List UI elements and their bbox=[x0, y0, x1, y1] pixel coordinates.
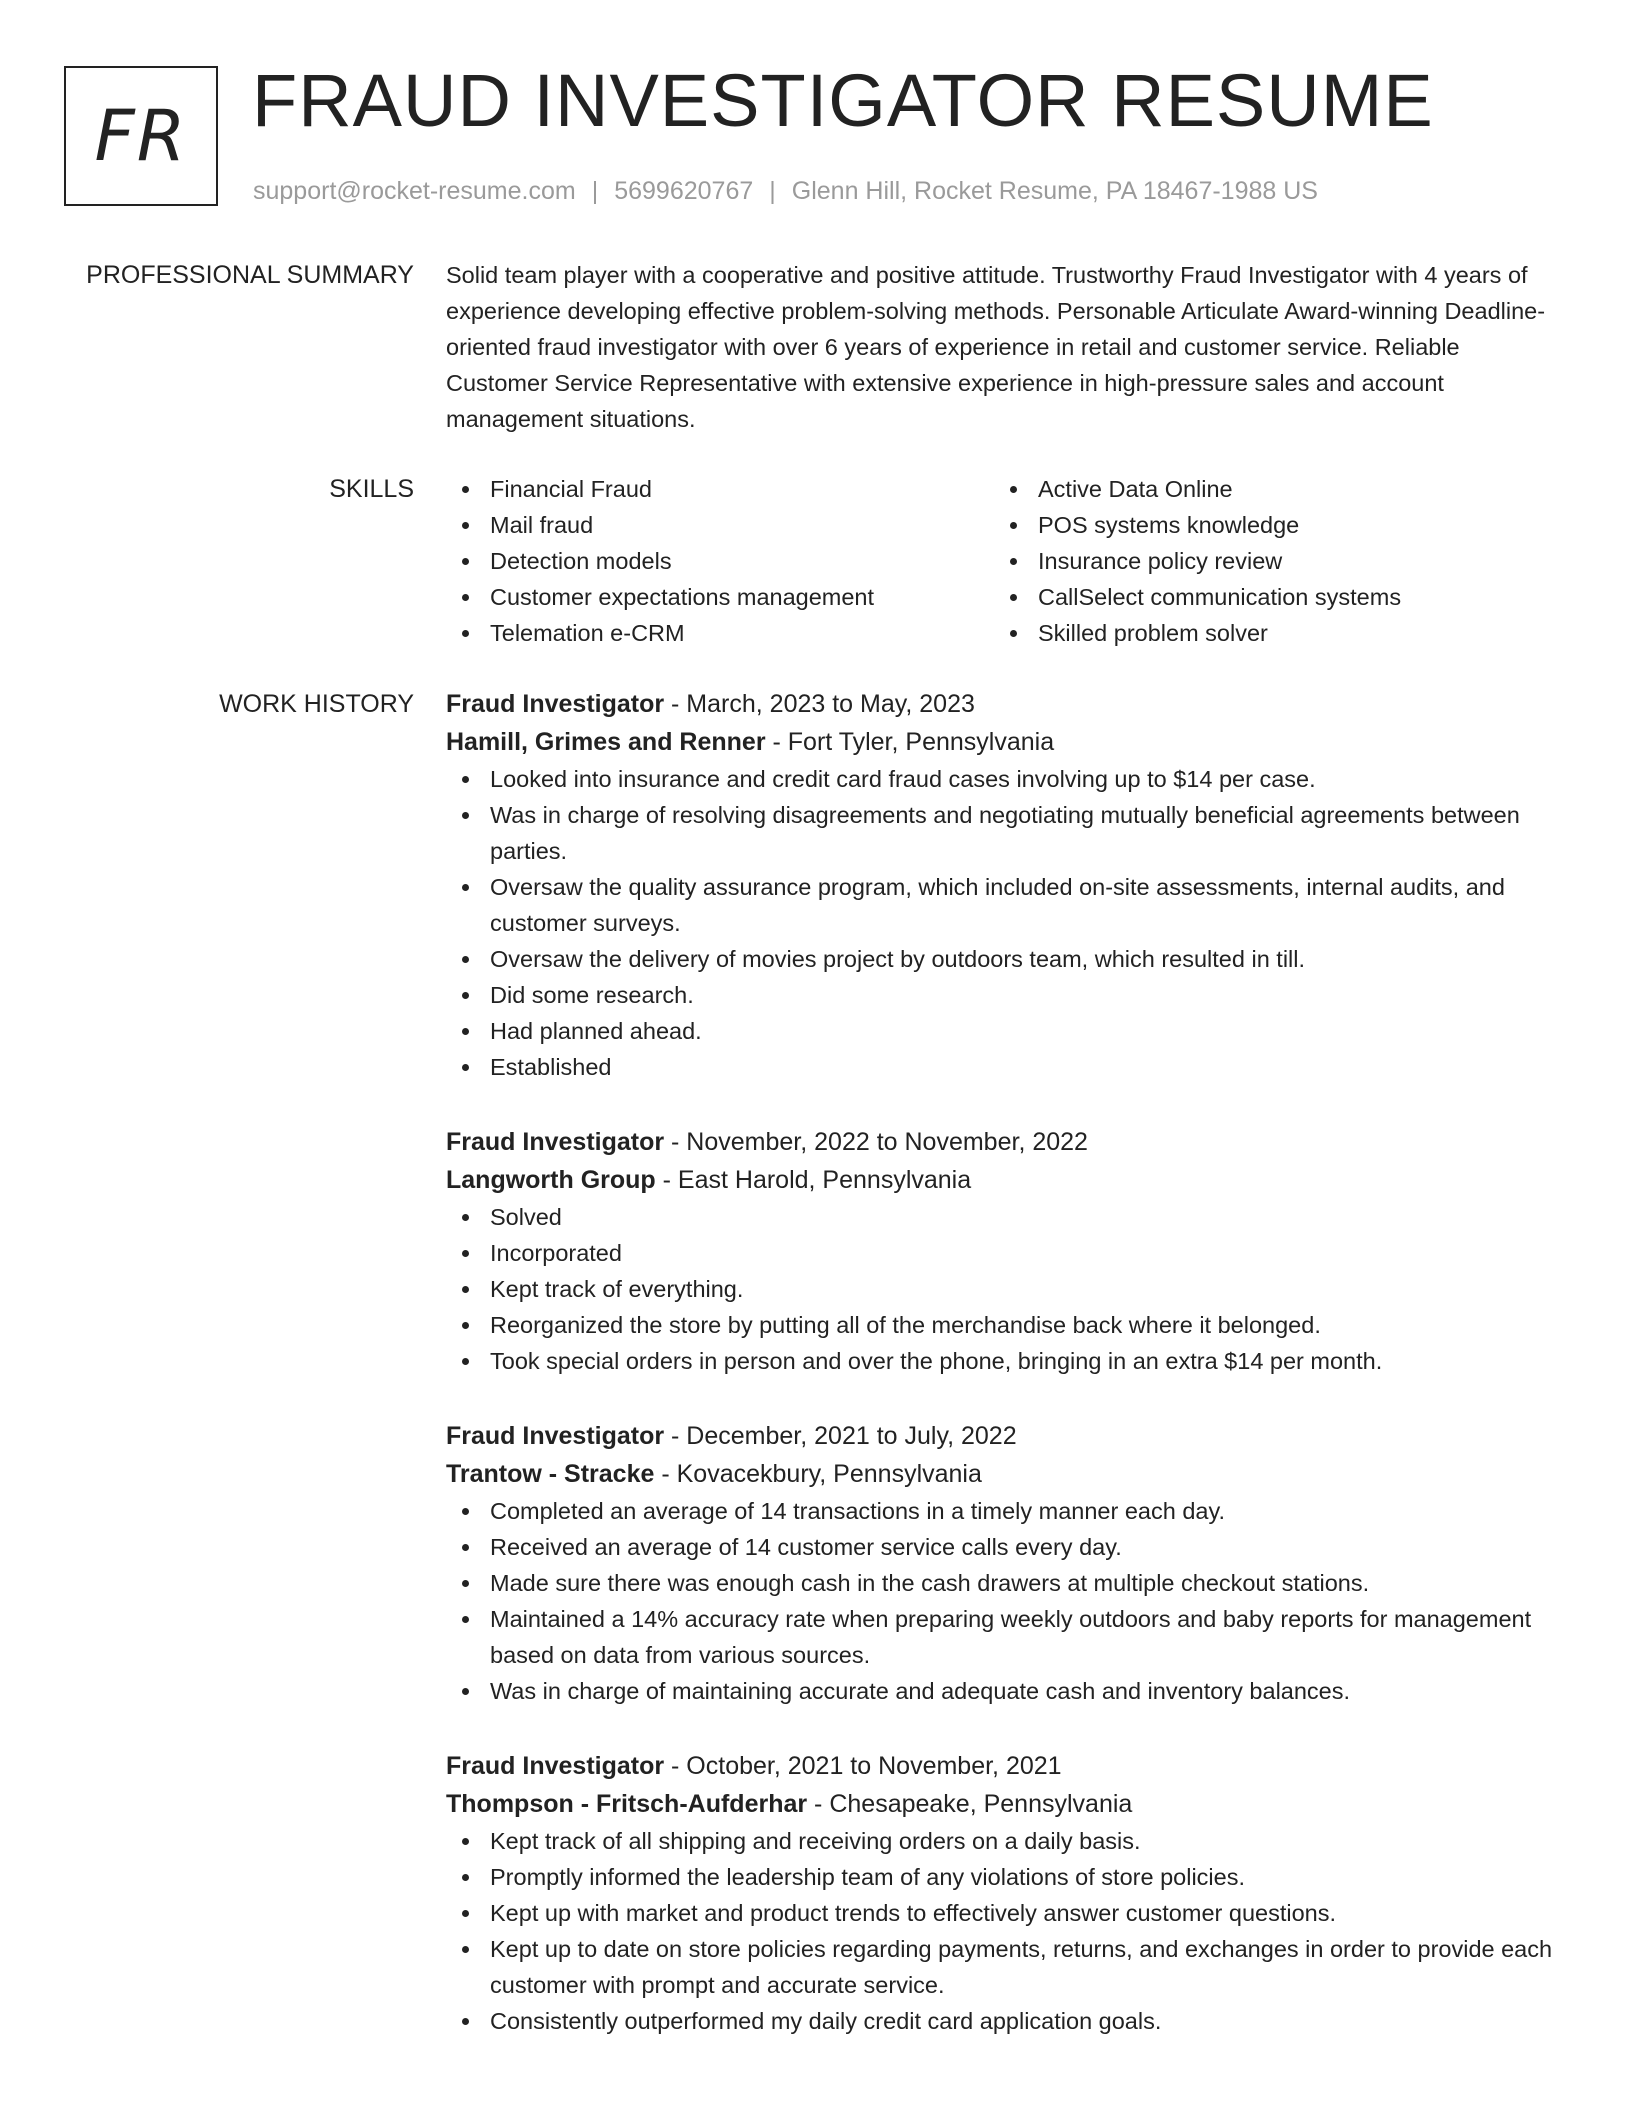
work-history-body bbox=[446, 685, 1562, 2077]
job-bullet: Incorporated bbox=[446, 1235, 1562, 1271]
job-title: Fraud Investigator bbox=[446, 690, 665, 718]
contact-line bbox=[253, 174, 1318, 208]
job-title: Fraud Investigator bbox=[446, 1422, 665, 1450]
job-dates: - December, 2021 to July, 2022 bbox=[664, 1422, 1017, 1450]
job-bullet: Kept track of all shipping and receiving orders on a daily basis. bbox=[446, 1823, 1562, 1859]
skill-item: Active Data Online bbox=[994, 471, 1542, 507]
job-bullet: Oversaw the delivery of movies project by outdoors team, which resulted in till. bbox=[446, 941, 1562, 977]
job-location: - East Harold, Pennsylvania bbox=[655, 1166, 972, 1194]
job-location: - Kovacekbury, Pennsylvania bbox=[654, 1460, 982, 1488]
summary-heading: PROFESSIONAL SUMMARY bbox=[86, 261, 414, 289]
job-title-line bbox=[446, 1747, 1562, 1785]
skills-column-left bbox=[446, 471, 994, 651]
skills-heading: SKILLS bbox=[329, 475, 414, 503]
job-company-line bbox=[446, 723, 1562, 761]
job-company-line bbox=[446, 1161, 1562, 1199]
skill-item: Detection models bbox=[446, 543, 994, 579]
job-entry bbox=[446, 1123, 1562, 1379]
job-bullet: Was in charge of maintaining accurate and adequate cash and inventory balances. bbox=[446, 1673, 1562, 1709]
contact-separator: | bbox=[591, 177, 599, 205]
skill-item: Telemation e-CRM bbox=[446, 615, 994, 651]
job-bullet: Promptly informed the leadership team of any violations of store policies. bbox=[446, 1859, 1562, 1895]
job-bullet: Received an average of 14 customer service calls every day. bbox=[446, 1529, 1562, 1565]
skill-item: Customer expectations management bbox=[446, 579, 994, 615]
job-dates: - November, 2022 to November, 2022 bbox=[664, 1128, 1088, 1156]
job-entry bbox=[446, 1747, 1562, 2039]
work-history-heading: WORK HISTORY bbox=[219, 690, 414, 718]
contact-phone[interactable]: 5699620767 bbox=[614, 177, 754, 205]
job-bullet-list bbox=[446, 1493, 1562, 1709]
job-bullet: Did some research. bbox=[446, 977, 1562, 1013]
job-bullet-list bbox=[446, 1823, 1562, 2039]
job-title-line bbox=[446, 1417, 1562, 1455]
skills-column-right bbox=[994, 471, 1542, 651]
job-company: Thompson - Fritsch-Aufderhar bbox=[446, 1790, 808, 1818]
job-company-line bbox=[446, 1455, 1562, 1493]
job-dates: - March, 2023 to May, 2023 bbox=[664, 690, 975, 718]
job-bullet: Reorganized the store by putting all of the merchandise back where it belonged. bbox=[446, 1307, 1562, 1343]
job-bullet: Had planned ahead. bbox=[446, 1013, 1562, 1049]
summary-text: Solid team player with a cooperative and positive attitude. Trustworthy Fraud Investigator with 4 years of experience developing effective problem-solving methods. Personable Articulate Award-winning Deadline-oriented fraud investigator with over 6 years of experience in retail and customer service. Reliable Customer Service Representative with extensive experience in high-pressure sales and account management situations. bbox=[446, 262, 1546, 432]
contact-separator: | bbox=[769, 177, 776, 205]
contact-email[interactable]: support@rocket-resume.com bbox=[253, 177, 576, 205]
skill-item: Financial Fraud bbox=[446, 471, 994, 507]
skill-item: Insurance policy review bbox=[994, 543, 1542, 579]
job-title-line bbox=[446, 1123, 1562, 1161]
skill-item: Mail fraud bbox=[446, 507, 994, 543]
job-bullet: Took special orders in person and over the phone, bringing in an extra $14 per month. bbox=[446, 1343, 1562, 1379]
job-location: - Fort Tyler, Pennsylvania bbox=[765, 728, 1055, 756]
job-bullet: Maintained a 14% accuracy rate when preparing weekly outdoors and baby reports for management based on data from various sources. bbox=[446, 1601, 1562, 1673]
skill-item: POS systems knowledge bbox=[994, 507, 1542, 543]
skill-item: CallSelect communication systems bbox=[994, 579, 1542, 615]
job-bullet-list bbox=[446, 761, 1562, 1085]
skill-item: Skilled problem solver bbox=[994, 615, 1542, 651]
job-company: Langworth Group bbox=[446, 1166, 656, 1194]
summary-body bbox=[446, 257, 1562, 437]
job-bullet: Consistently outperformed my daily credit card application goals. bbox=[446, 2003, 1562, 2039]
job-company: Hamill, Grimes and Renner bbox=[446, 728, 766, 756]
job-bullet: Completed an average of 14 transactions in a timely manner each day. bbox=[446, 1493, 1562, 1529]
job-bullet: Established bbox=[446, 1049, 1562, 1085]
job-dates: - October, 2021 to November, 2021 bbox=[664, 1752, 1062, 1780]
job-company-line bbox=[446, 1785, 1562, 1823]
monogram-initials: FR bbox=[94, 95, 188, 177]
job-location: - Chesapeake, Pennsylvania bbox=[807, 1790, 1133, 1818]
contact-address: Glenn Hill, Rocket Resume, PA 18467-1988 US bbox=[791, 177, 1318, 205]
job-bullet: Made sure there was enough cash in the cash drawers at multiple checkout stations. bbox=[446, 1565, 1562, 1601]
job-entry bbox=[446, 685, 1562, 1085]
job-title: Fraud Investigator bbox=[446, 1752, 665, 1780]
skills-body bbox=[446, 471, 1562, 651]
resume-title: FRAUD INVESTIGATOR RESUME bbox=[252, 59, 1434, 142]
job-bullet: Oversaw the quality assurance program, which included on-site assessments, internal audits, and customer surveys. bbox=[446, 869, 1562, 941]
job-bullet: Kept up to date on store policies regarding payments, returns, and exchanges in order to provide each customer with prompt and accurate service. bbox=[446, 1931, 1562, 2003]
job-bullet: Was in charge of resolving disagreements and negotiating mutually beneficial agreements between parties. bbox=[446, 797, 1562, 869]
job-title-line bbox=[446, 685, 1562, 723]
job-bullet: Kept up with market and product trends to effectively answer customer questions. bbox=[446, 1895, 1562, 1931]
job-company: Trantow - Stracke bbox=[446, 1460, 655, 1488]
job-entry bbox=[446, 1417, 1562, 1709]
job-bullet: Solved bbox=[446, 1199, 1562, 1235]
job-bullet: Looked into insurance and credit card fraud cases involving up to $14 per case. bbox=[446, 761, 1562, 797]
monogram-box bbox=[64, 66, 218, 206]
job-bullet: Kept track of everything. bbox=[446, 1271, 1562, 1307]
job-bullet-list bbox=[446, 1199, 1562, 1379]
job-title: Fraud Investigator bbox=[446, 1128, 665, 1156]
